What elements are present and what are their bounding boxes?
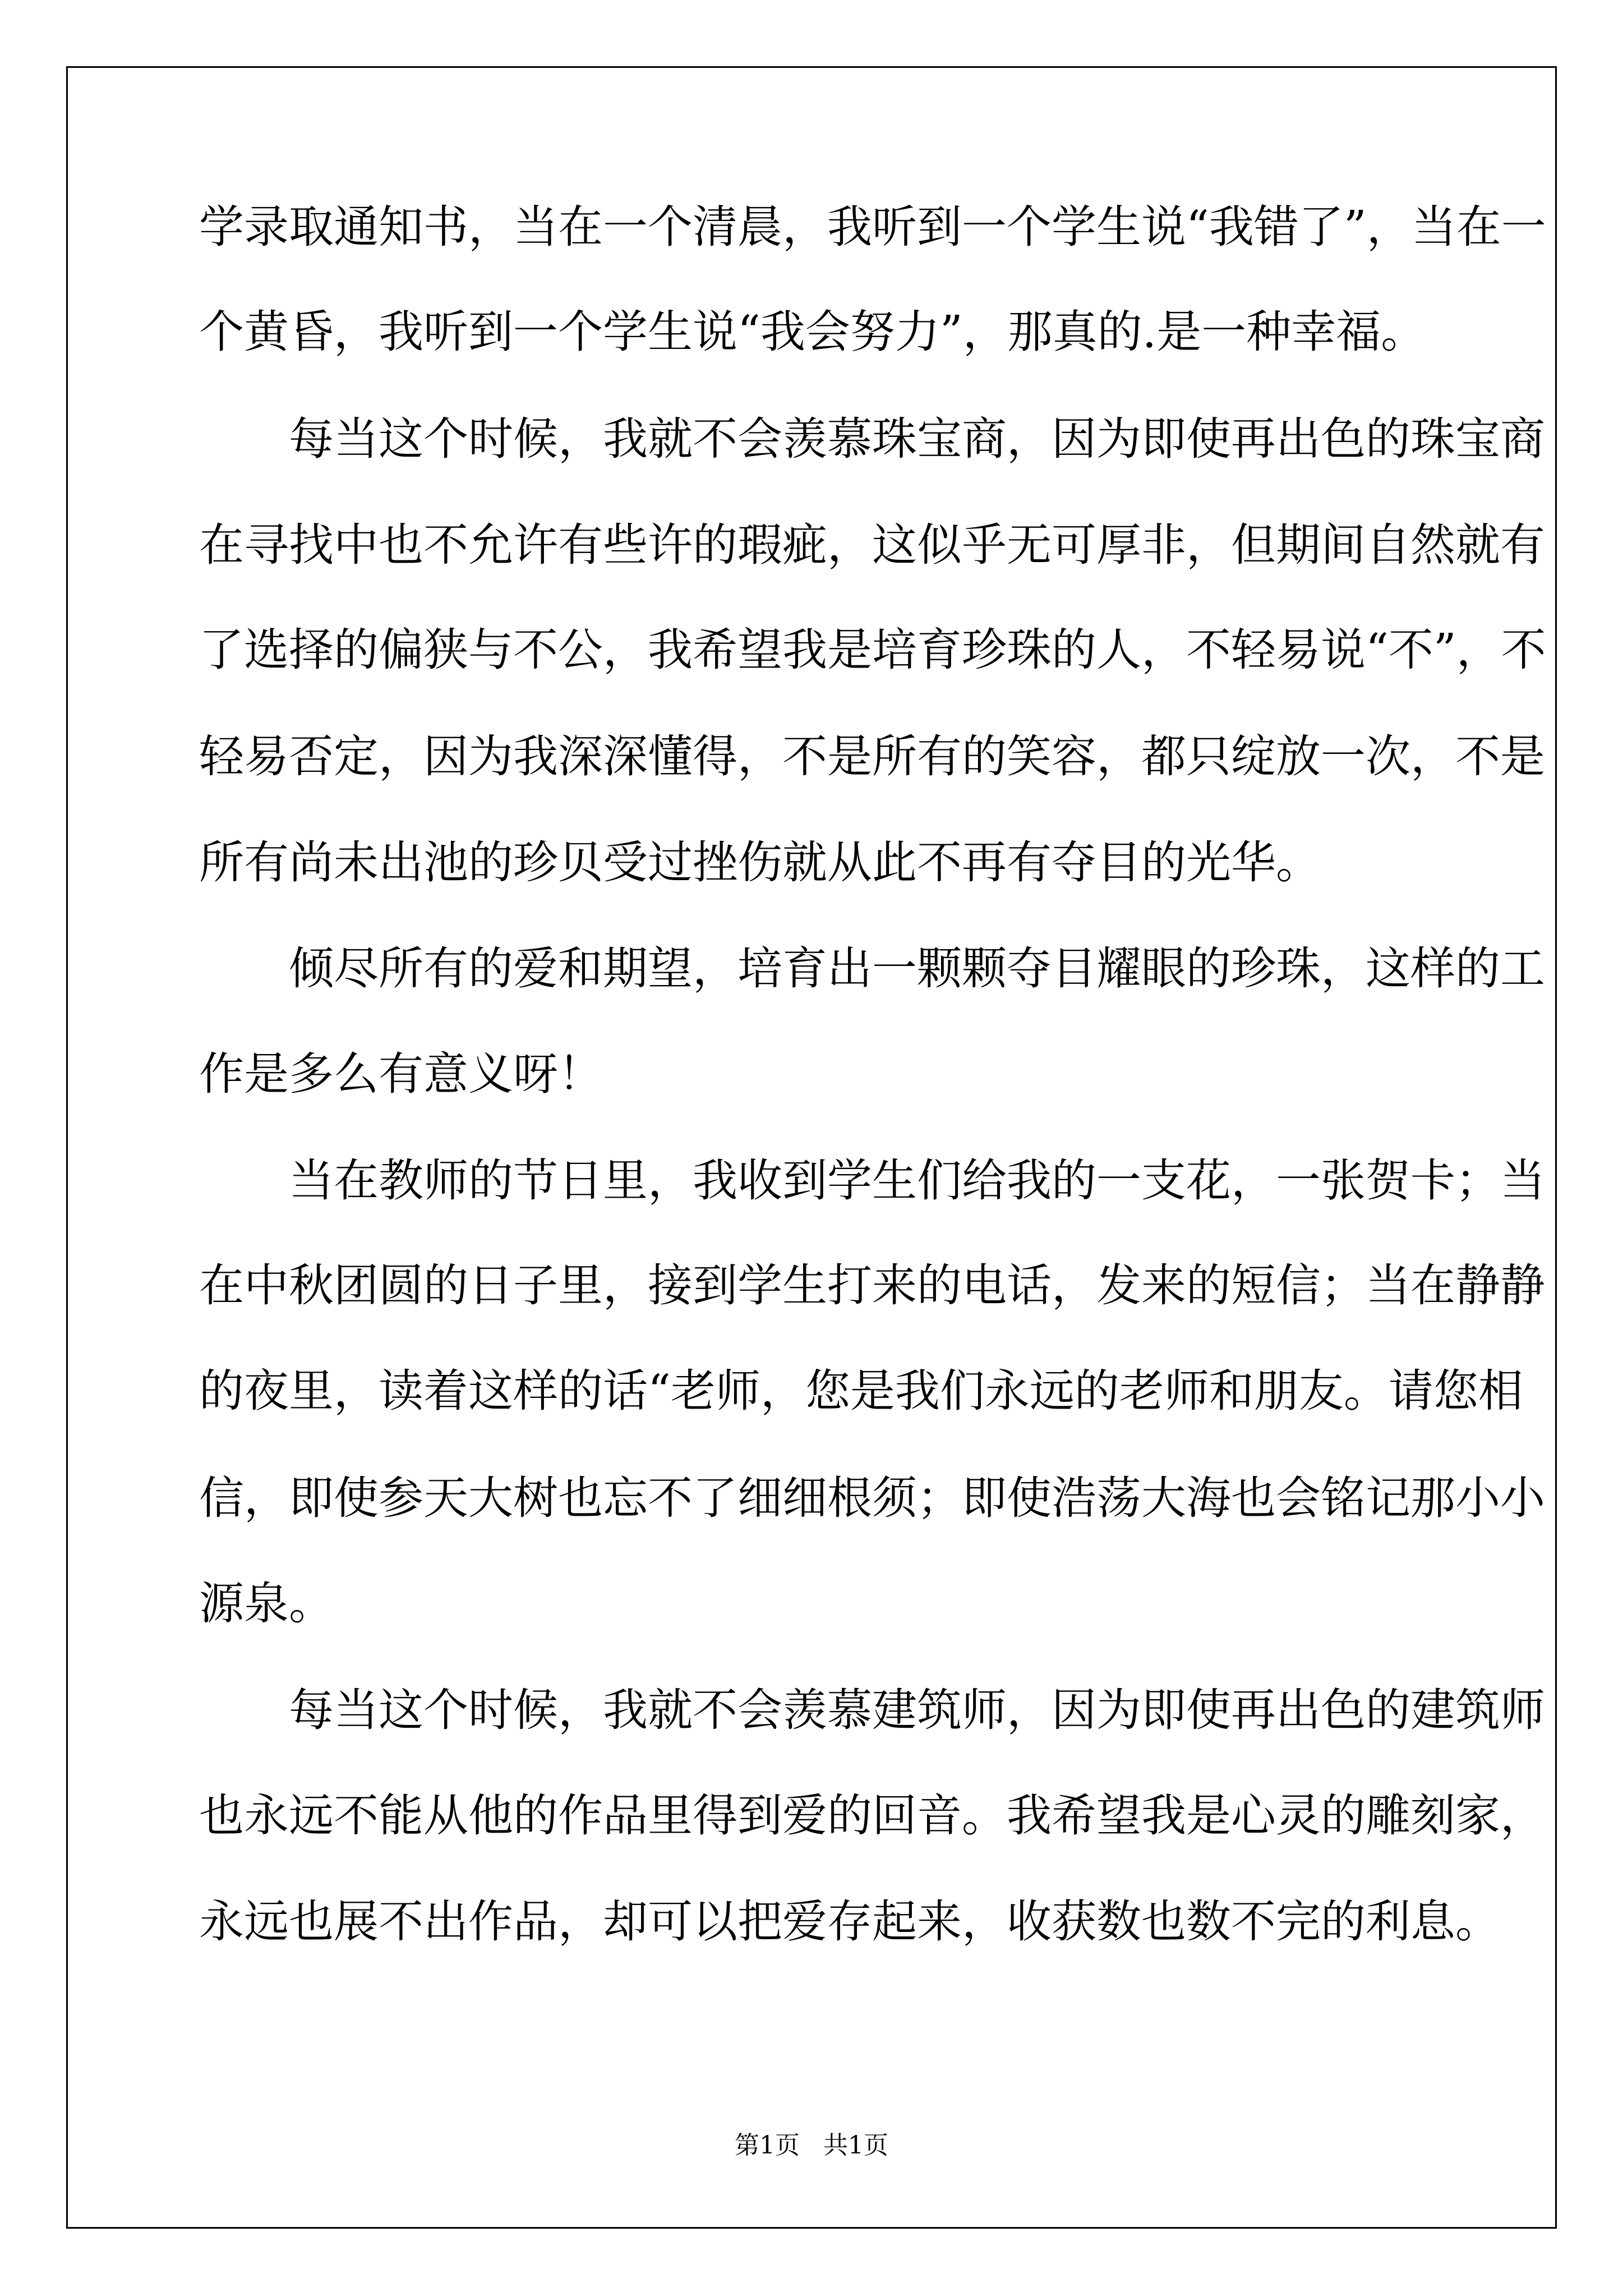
paragraph-start-line: 倾尽所有的爱和期望，培育出一颗颗夺目耀眼的珍珠，这样的工 bbox=[289, 942, 1545, 995]
text-line: 在寻找中也不允许有些许的瑕疵，这似乎无可厚非，但期间自然就有 bbox=[199, 519, 1545, 571]
paragraph-start-line: 每当这个时候，我就不会羡慕建筑师，因为即使再出色的建筑师 bbox=[289, 1684, 1545, 1736]
page-footer bbox=[0, 2129, 1623, 2162]
text-line: 也永远不能从他的作品里得到爱的回音。我希望我是心灵的雕刻家， bbox=[199, 1789, 1545, 1842]
text-line: 信，即使参天大树也忘不了细细根须；即使浩荡大海也会铭记那小小 bbox=[199, 1472, 1545, 1524]
page-total-label: 共1页 bbox=[823, 2131, 888, 2160]
text-line: 源泉。 bbox=[199, 1577, 334, 1630]
page-number-label: 第1页 bbox=[735, 2131, 800, 2160]
paragraph-start-line: 每当这个时候，我就不会羡慕珠宝商，因为即使再出色的珠宝商 bbox=[289, 413, 1545, 465]
text-line: 作是多么有意义呀！ bbox=[199, 1048, 603, 1100]
text-line: 个黄昏，我听到一个学生说“我会努力”，那真的.是一种幸福。 bbox=[199, 306, 1426, 358]
text-line: 在中秋团圆的日子里，接到学生打来的电话，发来的短信；当在静静 bbox=[199, 1259, 1545, 1312]
text-line: 了选择的偏狭与不公，我希望我是培育珍珠的人，不轻易说“不”，不 bbox=[199, 624, 1546, 676]
text-line: 永远也展不出作品，却可以把爱存起来，收获数也数不完的利息。 bbox=[199, 1895, 1500, 1948]
footer-spacer bbox=[800, 2131, 823, 2160]
text-line: 轻易否定，因为我深深懂得，不是所有的笑容，都只绽放一次，不是 bbox=[199, 730, 1545, 783]
text-line: 所有尚未出池的珍贝受过挫伤就从此不再有夺目的光华。 bbox=[199, 836, 1321, 889]
paragraph-start-line: 当在教师的节日里，我收到学生们给我的一支花，一张贺卡；当 bbox=[289, 1154, 1545, 1207]
text-line: 的夜里，读着这样的话“老师，您是我们永远的老师和朋友。请您相 bbox=[199, 1365, 1523, 1417]
text-line: 学录取通知书，当在一个清晨，我听到一个学生说“我错了”，当在一 bbox=[199, 201, 1546, 253]
